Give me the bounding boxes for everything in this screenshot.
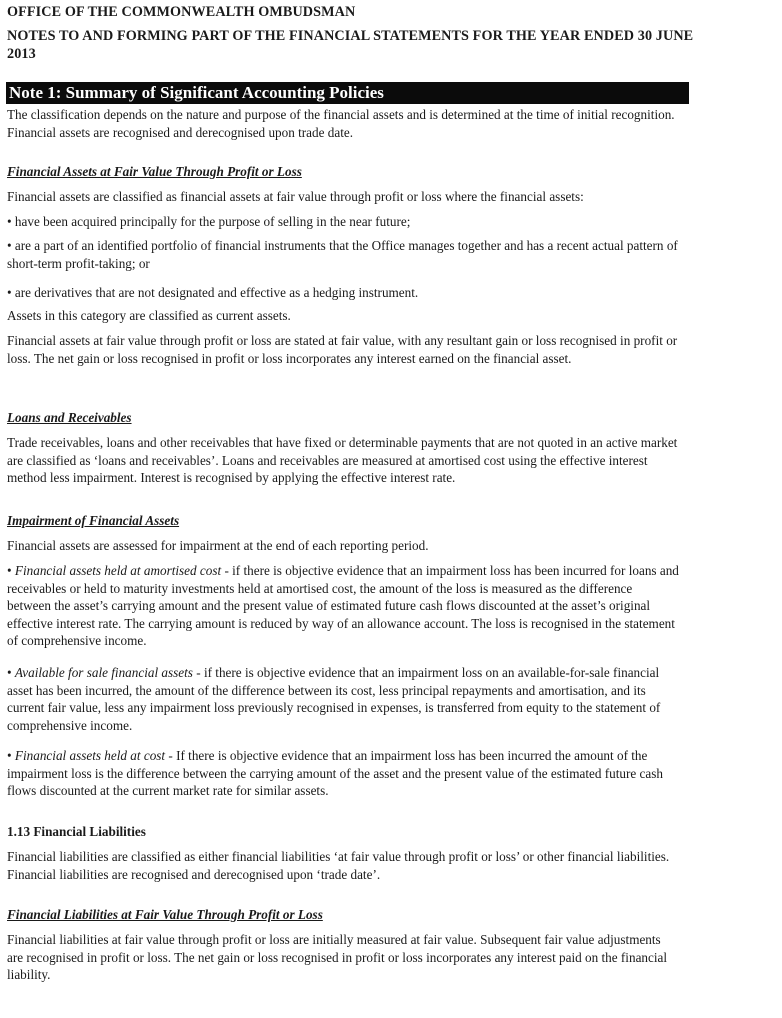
liabilities-heading: 1.13 Financial Liabilities: [7, 824, 146, 839]
intro-paragraph: The classification depends on the nature and purpose of the financial assets and is determined at the time of initial recognition. Financial assets are recognised and derecognised upon trade date.: [7, 107, 675, 140]
bullet: •: [7, 563, 15, 578]
impairment-heading: Impairment of Financial Assets: [7, 513, 180, 528]
bullet: •: [7, 665, 15, 680]
impairment-item-label: Financial assets held at amortised cost: [14, 563, 222, 578]
impairment-item: [7, 664, 679, 734]
impairment-item-text: - If there is objective evidence that an impairment loss has been incurred the amount of the impairment loss is the difference between the carrying amount of the asset and the present value of the estimated future cash flows discounted at the current market rate for similar assets.: [7, 748, 663, 798]
impairment-item: [7, 747, 679, 800]
loans-heading: Loans and Receivables: [7, 410, 132, 425]
impairment-item: [7, 562, 679, 650]
organisation-title: OFFICE OF THE COMMONWEALTH OMBUDSMAN: [7, 4, 356, 20]
fvtpl-category: Assets in this category are classified as current assets.: [7, 308, 291, 323]
liab-fvtpl-body: Financial liabilities at fair value through profit or loss are initially measured at fair value. Subsequent fair value adjustments are recognised in profit or loss. The net gain or loss recognised in profit or loss incorporates any interest paid on the financial liability.: [7, 932, 668, 982]
fvtpl-measure: Financial assets at fair value through profit or loss are stated at fair value, with any resultant gain or loss recognised in profit or loss. The net gain or loss recognised in profit or loss incorporates any interest earned on the financial asset.: [7, 333, 678, 366]
bullet: •: [7, 748, 15, 763]
impairment-item-text: - if there is objective evidence that an impairment loss has been incurred for loans and receivables or held to maturity investments held at amortised cost, the amount of the loss is measured as the difference between the asset’s carrying amount and the present value of estimated future cash flows discounted at the asset’s original effective interest rate. The carrying amount is reduced by way of an allowance account. The loss is recognised in the statement of comprehensive income.: [7, 563, 679, 648]
impairment-item-text: - if there is objective evidence that an impairment loss on an available-for-sale financial asset has been incurred, the amount of the difference between its cost, less principal repayments and amortisation, and its current fair value, less any impairment loss previously recognised in expenses, is transferred from equity to the statement of comprehensive income.: [7, 665, 661, 733]
fvtpl-heading: Financial Assets at Fair Value Through Profit or Loss: [7, 164, 302, 179]
impairment-item-label: Available for sale financial assets: [14, 665, 193, 680]
impairment-lead: Financial assets are assessed for impairment at the end of each reporting period.: [7, 538, 429, 553]
document-subtitle: NOTES TO AND FORMING PART OF THE FINANCIAL STATEMENTS FOR THE YEAR ENDED 30 JUNE 2013: [7, 28, 694, 62]
fvtpl-bullet: • are a part of an identified portfolio of financial instruments that the Office manages together and has a recent actual pattern of short-term profit-taking; or: [7, 238, 678, 271]
fvtpl-bullet: • have been acquired principally for the purpose of selling in the near future;: [7, 214, 411, 229]
liab-fvtpl-heading: Financial Liabilities at Fair Value Through Profit or Loss: [7, 907, 323, 922]
impairment-item-label: Financial assets held at cost: [14, 748, 166, 763]
liabilities-body: Financial liabilities are classified as either financial liabilities ‘at fair value through profit or loss’ or other financial liabilities. Financial liabilities are recognised and derecognised upon ‘trade date’.: [7, 849, 670, 882]
loans-body: Trade receivables, loans and other receivables that have fixed or determinable payments that are not quoted in an active market are classified as ‘loans and receivables’. Loans and receivables are measured at amortised cost using the effective interest method less impairment. Interest is recognised by applying the effective interest rate.: [7, 435, 678, 485]
fvtpl-bullet: • are derivatives that are not designated and effective as a hedging instrument.: [7, 285, 419, 300]
note-title-bar: Note 1: Summary of Significant Accounting Policies: [6, 82, 689, 104]
fvtpl-lead: Financial assets are classified as financial assets at fair value through profit or loss where the financial assets:: [7, 189, 584, 204]
